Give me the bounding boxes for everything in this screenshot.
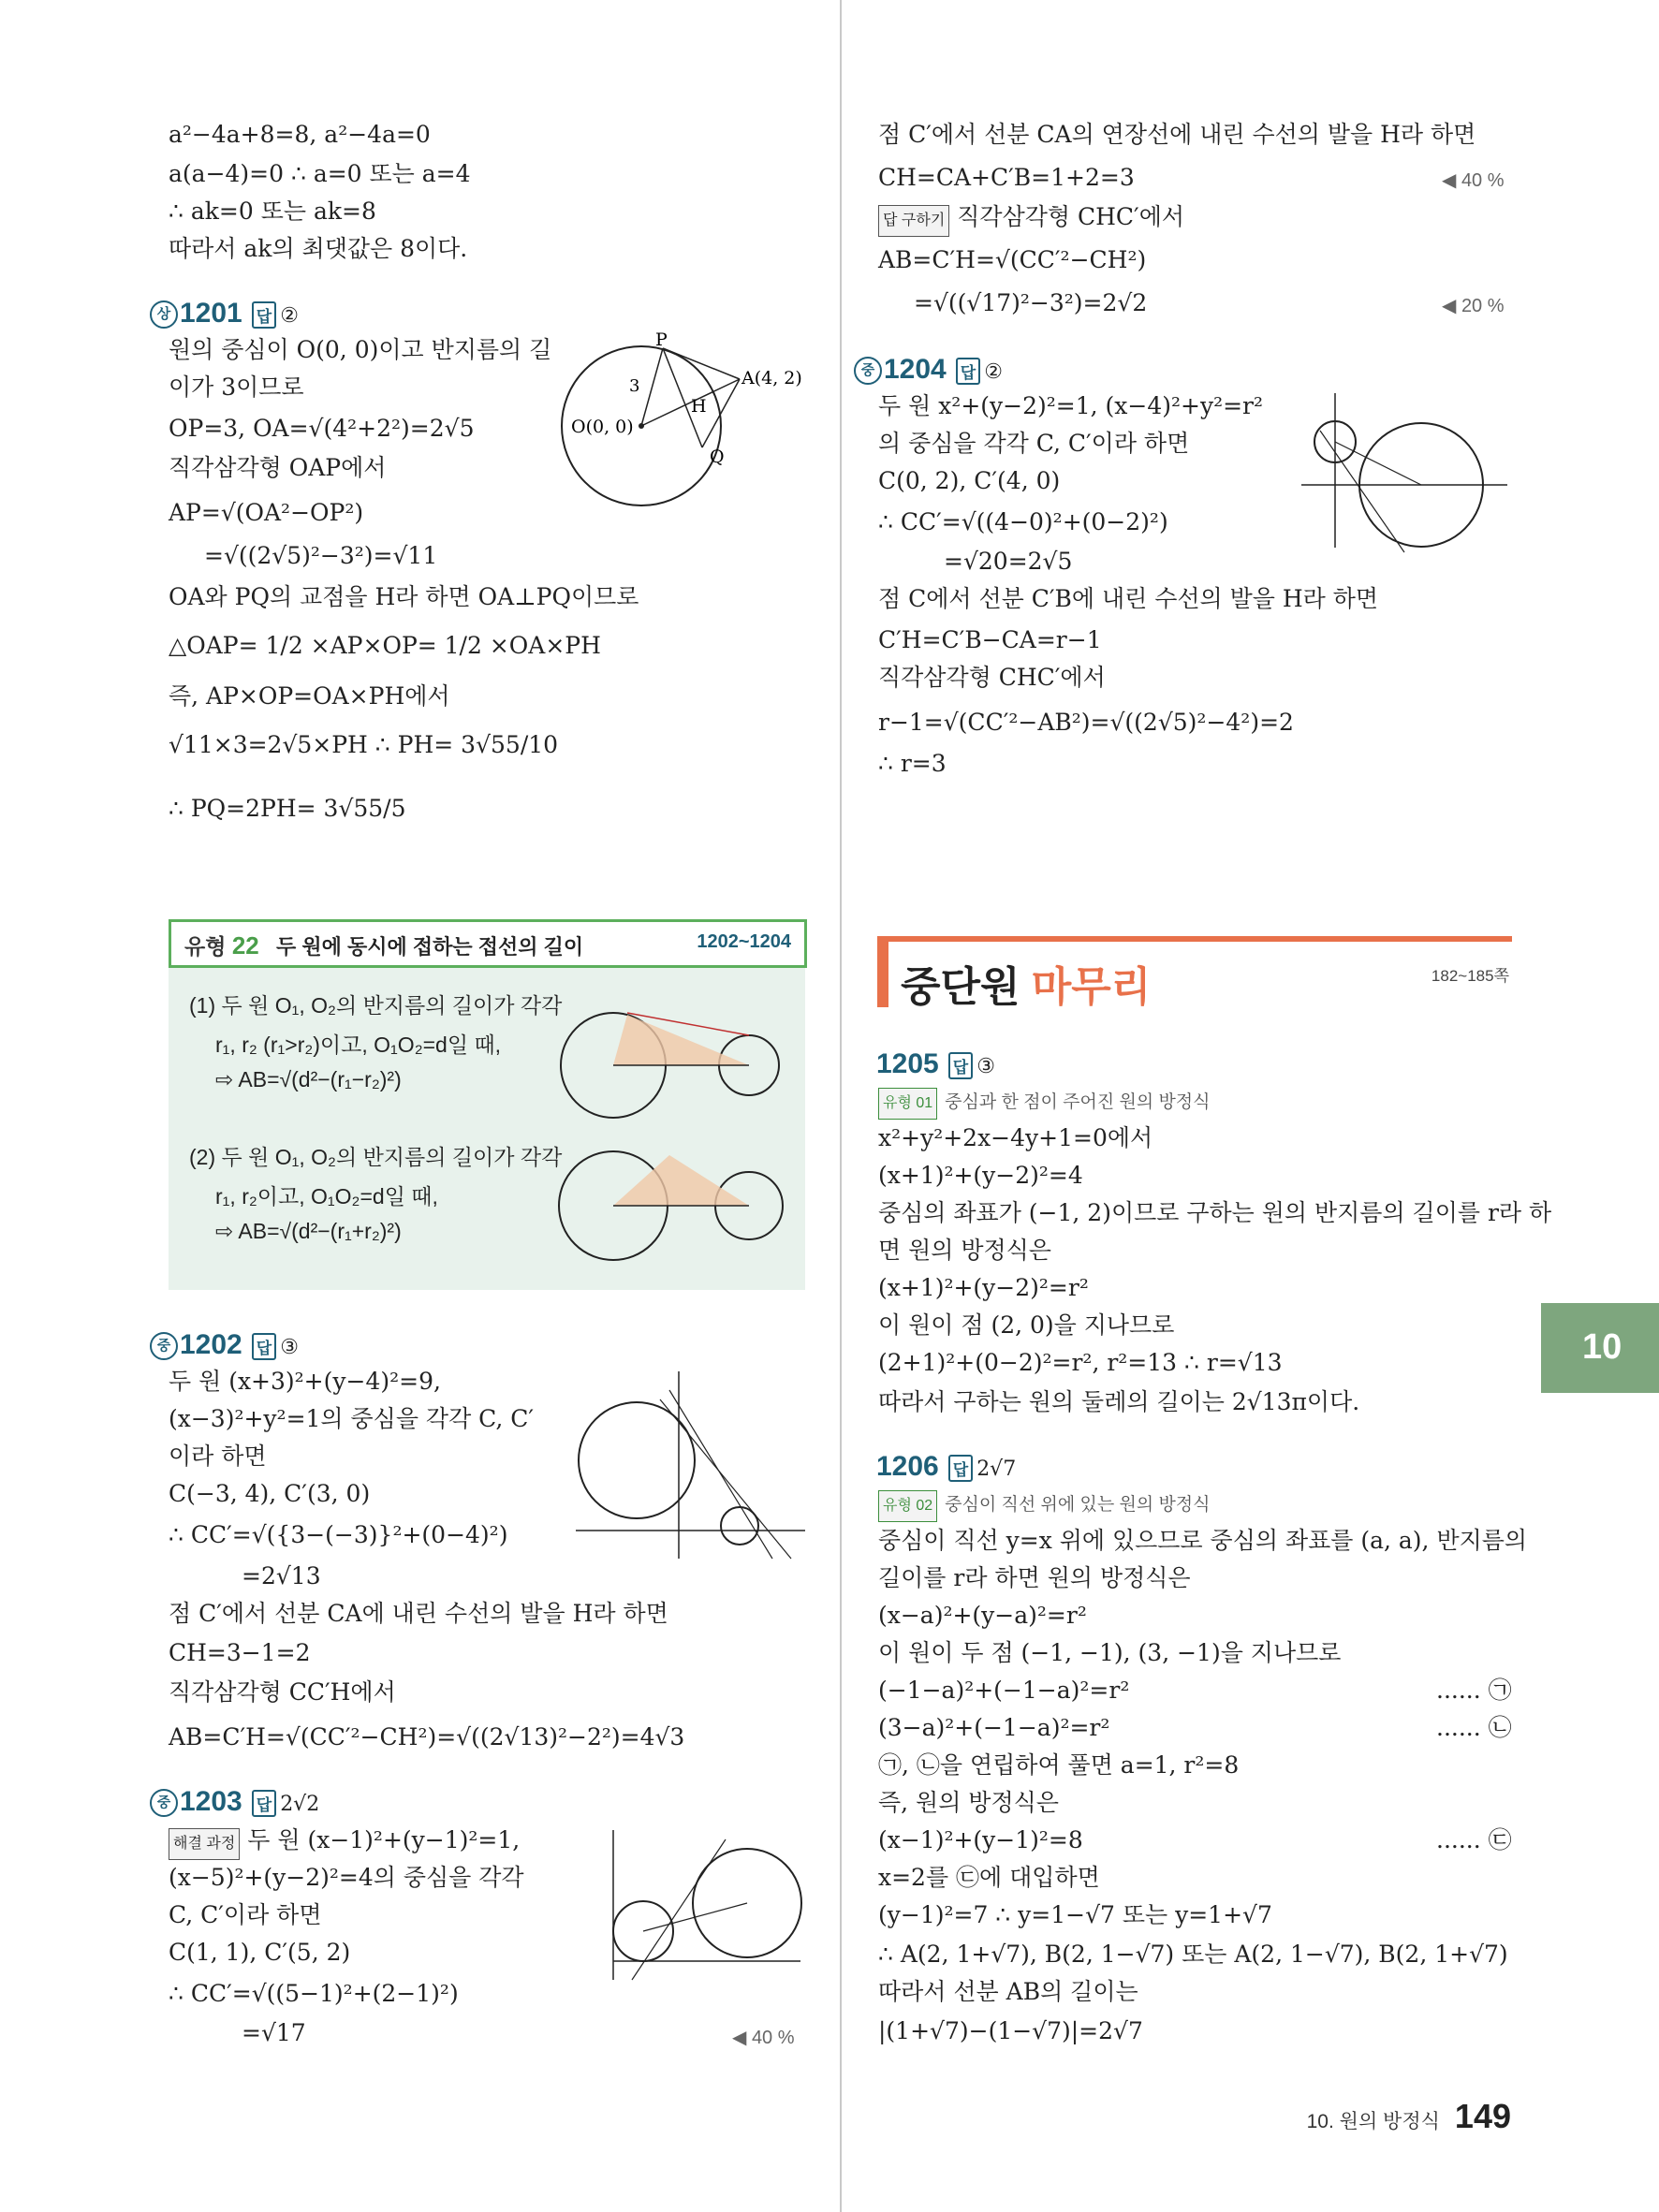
- equation-mark: ...... ㉡: [1436, 1714, 1512, 1741]
- type-item: ⇨ AB=√(d²−(r₁−r₂)²): [215, 1067, 402, 1091]
- text-line: 답 구하기 직각삼각형 CHC′에서: [878, 202, 1184, 237]
- text-line: x=2를 ㉢에 대입하면: [878, 1864, 1100, 1891]
- type-item: ⇨ AB=√(d²−(r₁+r₂)²): [215, 1219, 402, 1243]
- chapter-tab: 10: [1541, 1303, 1659, 1393]
- text-line: C′H=C′B−CA=r−1: [878, 626, 1102, 653]
- equation-mark: ...... ㉢: [1436, 1826, 1512, 1853]
- text-line: 따라서 구하는 원의 둘레의 길이는 2√13π이다.: [878, 1388, 1360, 1415]
- text-line: 따라서 선분 AB의 길이는: [878, 1978, 1138, 2005]
- point-label: A(4, 2): [741, 368, 802, 388]
- answer-tag: 답: [252, 1790, 276, 1817]
- text-line: (−1−a)²+(−1−a)²=r²: [878, 1677, 1130, 1704]
- problem-number: 1203: [180, 1786, 242, 1817]
- problem-1206-header: [876, 1451, 1016, 1483]
- point-label: H: [691, 396, 707, 417]
- text-line: ∴ PQ=2PH= 3√55/5: [169, 795, 406, 822]
- chapter-title: 10. 원의 방정식: [1306, 2111, 1440, 2132]
- problem-number: 1205: [876, 1048, 939, 1079]
- text-line: =√((√17)²−3²)=2√2: [914, 289, 1148, 316]
- text-line: (x−5)²+(y−2)²=4의 중심을 각각: [169, 1864, 524, 1891]
- text-line: CH=3−1=2: [169, 1639, 311, 1666]
- text-line: (x+1)²+(y−2)²=4: [878, 1162, 1083, 1189]
- text-line: (x−a)²+(y−a)²=r²: [878, 1602, 1087, 1629]
- text-line: 의 중심을 각각 C, C′이라 하면: [878, 430, 1190, 457]
- type-reference: 유형 01 중심과 한 점이 주어진 원의 방정식: [878, 1088, 1211, 1120]
- text-line: 이 원이 점 (2, 0)을 지나므로: [878, 1311, 1175, 1339]
- text-line: (x−3)²+y²=1의 중심을 각각 C, C′: [169, 1405, 535, 1432]
- type-item: r₁, r₂이고, O₁O₂=d일 때,: [215, 1184, 438, 1209]
- answer-value: ③: [976, 1055, 995, 1078]
- text-line: 점 C′에서 선분 CA의 연장선에 내린 수선의 발을 H라 하면: [878, 121, 1476, 148]
- score-percent: ◀ 40 %: [732, 2028, 795, 2048]
- figure-1203: [595, 1830, 805, 1985]
- text-line: AB=C′H=√(CC′²−CH²): [878, 246, 1147, 273]
- text-line: AP=√(OA²−OP²): [169, 499, 364, 526]
- text-line: (3−a)²+(−1−a)²=r²: [878, 1714, 1110, 1741]
- answer-step-tag: 답 구하기: [878, 205, 949, 237]
- level-badge: 중: [150, 1332, 178, 1360]
- text-line: 중심이 직선 y=x 위에 있으므로 중심의 좌표를 (a, a), 반지름의: [878, 1527, 1528, 1554]
- radius-label: 3: [629, 376, 640, 396]
- text-line: 두 원 (x+3)²+(y−4)²=9,: [169, 1368, 441, 1395]
- point-label: O(0, 0): [571, 417, 634, 437]
- figure-1204: [1301, 393, 1512, 548]
- score-percent: ◀ 20 %: [1442, 296, 1505, 316]
- level-badge: 중: [150, 1789, 178, 1817]
- text-line: 길이를 r라 하면 원의 방정식은: [878, 1564, 1191, 1591]
- text-line: x²+y²+2x−4y+1=0에서: [878, 1124, 1153, 1151]
- text-line: 해결 과정 두 원 (x−1)²+(y−1)²=1,: [169, 1825, 520, 1860]
- text-line: 직각삼각형 CC′H에서: [169, 1678, 396, 1706]
- figure-1201: [562, 330, 815, 505]
- type-item: (1) 두 원 O₁, O₂의 반지름의 길이가 각각: [189, 993, 563, 1018]
- text-line: ∴ CC′=√((5−1)²+(2−1)²): [169, 1980, 459, 2007]
- type-range: 1202~1204: [697, 931, 791, 952]
- text-line: 즉, AP×OP=OA×PH에서: [169, 682, 450, 710]
- type-reference: 유형 02 중심이 직선 위에 있는 원의 방정식: [878, 1490, 1211, 1522]
- text-line: 직각삼각형 OAP에서: [169, 454, 387, 481]
- text-line: r−1=√(CC′²−AB²)=√((2√5)²−4²)=2: [878, 709, 1294, 736]
- answer-tag: 답: [252, 301, 276, 329]
- page-number: 149: [1454, 2097, 1511, 2135]
- text-line: C(0, 2), C′(4, 0): [878, 467, 1061, 494]
- answer-tag: 답: [252, 1333, 276, 1360]
- text-line: 이 원이 두 점 (−1, −1), (3, −1)을 지나므로: [878, 1639, 1342, 1666]
- text-line: OP=3, OA=√(4²+2²)=2√5: [169, 415, 475, 442]
- level-badge: 상: [150, 300, 178, 329]
- figure-1202: [576, 1371, 810, 1559]
- text-line: C(1, 1), C′(5, 2): [169, 1939, 351, 1966]
- answer-value: ②: [984, 360, 1003, 384]
- text-line: 중심의 좌표가 (−1, 2)이므로 구하는 원의 반지름의 길이를 r라 하: [878, 1199, 1552, 1226]
- text-line: =√20=2√5: [944, 548, 1073, 575]
- text-line: C(−3, 4), C′(3, 0): [169, 1480, 371, 1507]
- text-line: a²−4a+8=8, a²−4a=0: [169, 121, 431, 148]
- text-line: ㉠, ㉡을 연립하여 풀면 a=1, r²=8: [878, 1751, 1240, 1779]
- text-line: 점 C′에서 선분 CA에 내린 수선의 발을 H라 하면: [169, 1600, 668, 1627]
- text-line: |(1+√7)−(1−√7)|=2√7: [878, 2017, 1143, 2044]
- text-line: (x−1)²+(y−1)²=8: [878, 1826, 1083, 1853]
- text-line: 따라서 ak의 최댓값은 8이다.: [169, 235, 468, 262]
- type-label: 유형 22: [184, 931, 259, 960]
- point-label: P: [655, 330, 668, 350]
- section-accent: [877, 942, 888, 1007]
- text-line: C, C′이라 하면: [169, 1901, 322, 1928]
- text-line: (x+1)²+(y−2)²=r²: [878, 1274, 1089, 1301]
- text-line: ∴ ak=0 또는 ak=8: [169, 198, 376, 225]
- page-footer: [1307, 2097, 1511, 2136]
- text-line: OA와 PQ의 교점을 H라 하면 OA⊥PQ이므로: [169, 583, 639, 610]
- problem-number: 1202: [180, 1329, 242, 1360]
- problem-number: 1204: [884, 354, 947, 385]
- score-percent: ◀ 40 %: [1442, 170, 1505, 191]
- text-line: (2+1)²+(0−2)²=r², r²=13 ∴ r=√13: [878, 1349, 1283, 1376]
- answer-tag: 답: [948, 1455, 973, 1482]
- text-line: 면 원의 방정식은: [878, 1237, 1051, 1264]
- text-line: ∴ A(2, 1+√7), B(2, 1−√7) 또는 A(2, 1−√7), B(2, 1+√7): [878, 1941, 1508, 1968]
- text-line: ∴ r=3: [878, 750, 947, 777]
- problem-1203-header: [150, 1786, 319, 1818]
- problem-number: 1206: [876, 1451, 939, 1482]
- text-line: =2√13: [242, 1562, 321, 1589]
- figure-type22-1: [557, 992, 800, 1114]
- text-line: 이라 하면: [169, 1443, 267, 1470]
- text-line: (y−1)²=7 ∴ y=1−√7 또는 y=1+√7: [878, 1901, 1272, 1928]
- text-line: ∴ CC′=√((4−0)²+(0−2)²): [878, 508, 1168, 535]
- text-line: a(a−4)=0 ∴ a=0 또는 a=4: [169, 160, 471, 187]
- text-line: 점 C에서 선분 C′B에 내린 수선의 발을 H라 하면: [878, 585, 1379, 612]
- text-line: ∴ CC′=√({3−(−3)}²+(0−4)²): [169, 1521, 508, 1548]
- text-line: 직각삼각형 CHC′에서: [878, 664, 1106, 691]
- equation-mark: ...... ㉠: [1436, 1677, 1512, 1704]
- text-line: =√((2√5)²−3²)=√11: [204, 542, 438, 569]
- text-line: =√17: [242, 2019, 306, 2046]
- text-line: 즉, 원의 방정식은: [878, 1789, 1059, 1816]
- section-pages: 182~185쪽: [1431, 967, 1509, 985]
- answer-value: 2√7: [976, 1458, 1017, 1481]
- text-line: √11×3=2√5×PH ∴ PH= 3√55/10: [169, 731, 559, 758]
- text-line: △OAP= 1/2 ×AP×OP= 1/2 ×OA×PH: [169, 632, 601, 659]
- level-badge: 중: [854, 357, 882, 385]
- answer-tag: 답: [948, 1052, 973, 1079]
- type-header: [169, 919, 807, 968]
- text-line: 이가 3이므로: [169, 374, 304, 401]
- text-line: CH=CA+C′B=1+2=3: [878, 164, 1135, 191]
- text-line: 원의 중심이 O(0, 0)이고 반지름의 길: [169, 336, 552, 363]
- problem-1205-header: [876, 1048, 995, 1080]
- figure-type22-2: [557, 1142, 800, 1264]
- answer-value: ③: [280, 1336, 299, 1359]
- answer-tag: 답: [956, 358, 980, 385]
- section-rule: [877, 936, 1512, 942]
- solution-tag: 해결 과정: [169, 1828, 240, 1860]
- problem-number: 1201: [180, 298, 242, 329]
- answer-value: 2√2: [280, 1793, 320, 1816]
- text-line: AB=C′H=√(CC′²−CH²)=√((2√13)²−2²)=4√3: [169, 1723, 685, 1751]
- type-title: 두 원에 동시에 접하는 접선의 길이: [276, 935, 584, 959]
- point-label: Q: [710, 447, 725, 467]
- type-item: r₁, r₂ (r₁>r₂)이고, O₁O₂=d일 때,: [215, 1033, 502, 1057]
- type-item: (2) 두 원 O₁, O₂의 반지름의 길이가 각각: [189, 1145, 563, 1169]
- answer-value: ②: [280, 304, 299, 328]
- section-title: 중단원 마무리: [901, 964, 1152, 1010]
- problem-1201-header: [150, 298, 299, 330]
- column-divider: [840, 0, 842, 2212]
- text-line: 두 원 x²+(y−2)²=1, (x−4)²+y²=r²: [878, 392, 1264, 419]
- problem-1204-header: [854, 354, 1003, 386]
- problem-1202-header: [150, 1329, 299, 1361]
